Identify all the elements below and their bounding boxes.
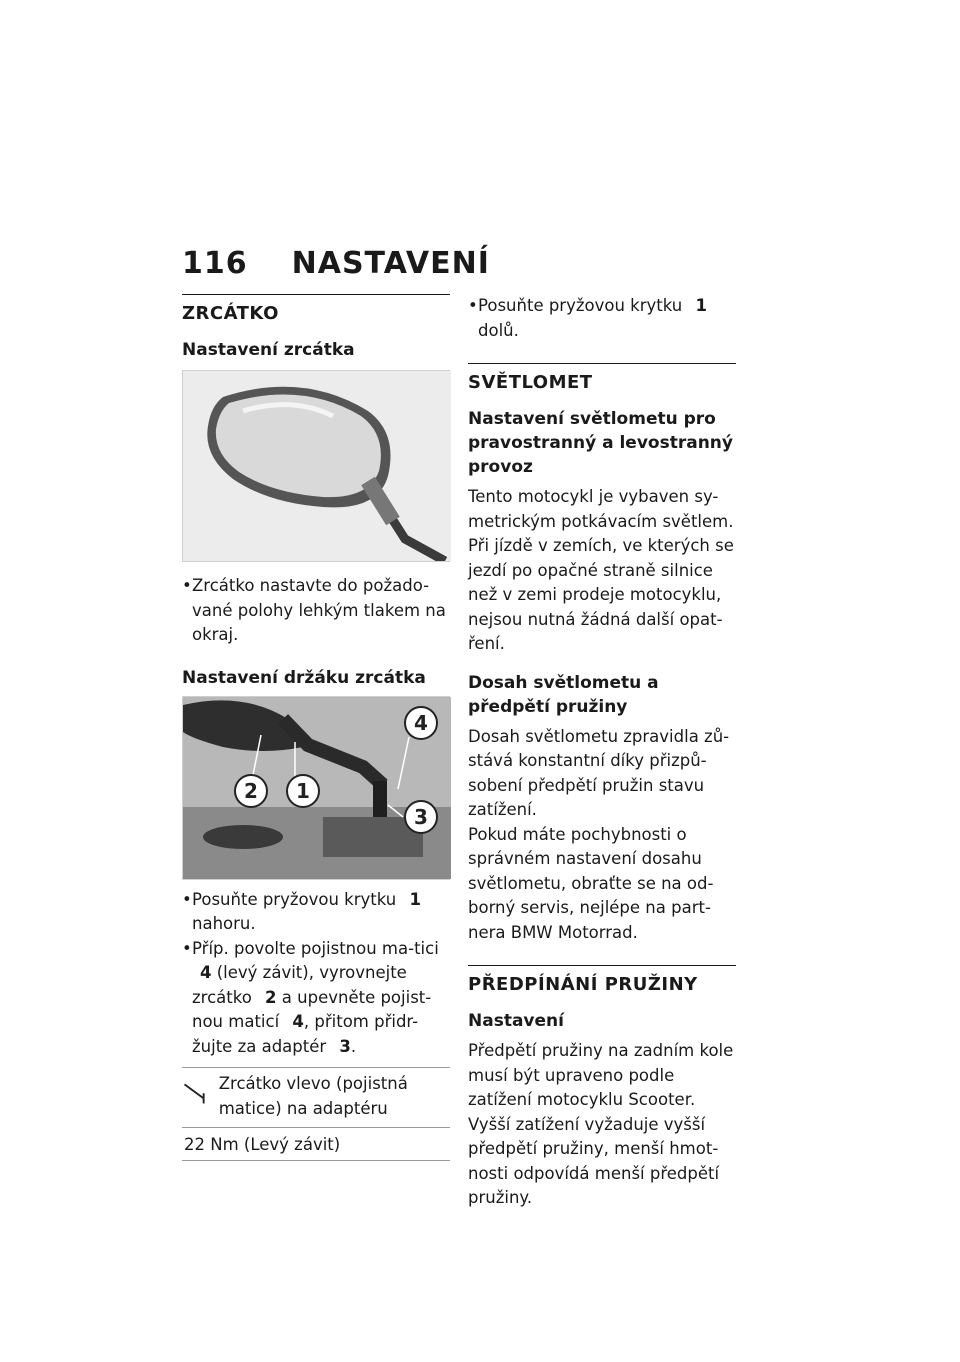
bullet-cap-up-tail: nahoru. [192,914,256,933]
callout-2 [235,775,267,807]
ref-1-down: 1 [695,296,707,315]
ref-2: 2 [265,987,277,1007]
bullet-adjust-text-4: , přitom přidr-žujte za adaptér [192,1012,419,1056]
right-column [468,294,736,1211]
bullet-adjust-mirror-text: Zrcátko nastavte do požado-vané polohy lehkým tlakem na okraj. [192,576,446,644]
svg-text:1: 1 [296,778,310,803]
paragraph-range-2: Pokud máte pochybnosti o správném nastavení dosahu světlometu, obraťte se na od-borný servis, nejlépe na part-nera BMW Motorrad. [468,824,714,942]
bullet-adjust-text-3: a upevněte pojist-nou maticí [192,987,432,1031]
page-number: 116 [182,246,248,281]
page-title: NASTAVENÍ [291,246,490,281]
bullet-adjust-holder [182,937,450,1060]
callout-3 [405,801,437,833]
bullet-cap-down [468,294,736,343]
mirror-illustration [183,371,451,561]
torque-spec-value: 22 Nm (Levý závit) [184,1135,341,1154]
paragraph-headlight: Tento motocykl je vybaven sy-metrickým potkávacím světlem. Při jízdě v zemích, ve kterých se jezdí po opačné straně silnice než v zemi prodeje motocyklu, nejsou nutná žádná další opat-ření. [468,487,734,653]
section-rule [182,294,450,295]
svg-text:3: 3 [414,804,428,829]
subheading-range: Dosah světlometu a předpětí pružiny [468,672,659,717]
torque-wrench-icon [182,1072,209,1112]
svg-text:2: 2 [244,778,258,803]
bullet-adjust-text-2: (levý závit), vyrovnejte zrcátko [192,963,407,1007]
bullet-adjust-text-1: Příp. povolte pojistnou ma-tici [192,938,439,958]
subheading-mirror: Nastavení zrcátka [182,340,355,360]
holder-illustration [183,697,451,879]
section-heading-headlight: SVĚTLOMET [468,372,593,393]
ref-3: 3 [339,1036,351,1056]
subheading-spring-adjust: Nastavení [468,1011,564,1031]
svg-text:4: 4 [414,710,428,735]
bullet-adjust-text-5: . [350,1036,357,1056]
torque-spec-label: Zrcátko vlevo (pojistná matice) na adaptéru [218,1074,408,1118]
holder-figure [182,696,450,880]
torque-spec-table [182,1067,450,1161]
ref-4b: 4 [292,1012,304,1031]
section-heading-mirror: ZRCÁTKO [182,303,279,324]
bullet-cap-up [182,888,450,937]
mirror-figure [182,370,450,562]
section-rule [468,363,736,364]
left-column [182,294,450,1161]
paragraph-spring: Předpětí pružiny na zadním kole musí být upraveno podle zatížení motocyklu Scooter. Vyšší zatížení vyžaduje vyšší předpětí pružiny, menší hmot-nosti odpovídá menší předpětí pružiny. [468,1041,734,1207]
subheading-traffic-side: Nastavení světlometu pro pravostranný a levostranný provoz [468,409,733,477]
subheading-holder: Nastavení držáku zrcátka [182,667,426,688]
paragraph-range-1: Dosah světlometu zpravidla zů-stává konstantní díky přizpů-sobení předpětí pružin stavu zatížení. [468,726,730,819]
ref-4: 4 [200,963,212,982]
ref-1: 1 [409,889,421,909]
bullet-cap-up-text: Posuňte pryžovou krytku [192,889,397,909]
bullet-adjust-mirror [182,574,450,648]
page-header [182,246,490,281]
callout-1 [287,775,319,807]
torque-spec-row [182,1068,450,1128]
bullet-cap-down-text: Posuňte pryžovou krytku [478,296,683,315]
section-heading-spring: PŘEDPÍNÁNÍ PRUŽINY [468,974,698,995]
bullet-cap-down-tail: dolů. [478,320,519,340]
callout-4 [405,707,437,739]
section-rule [468,965,736,966]
